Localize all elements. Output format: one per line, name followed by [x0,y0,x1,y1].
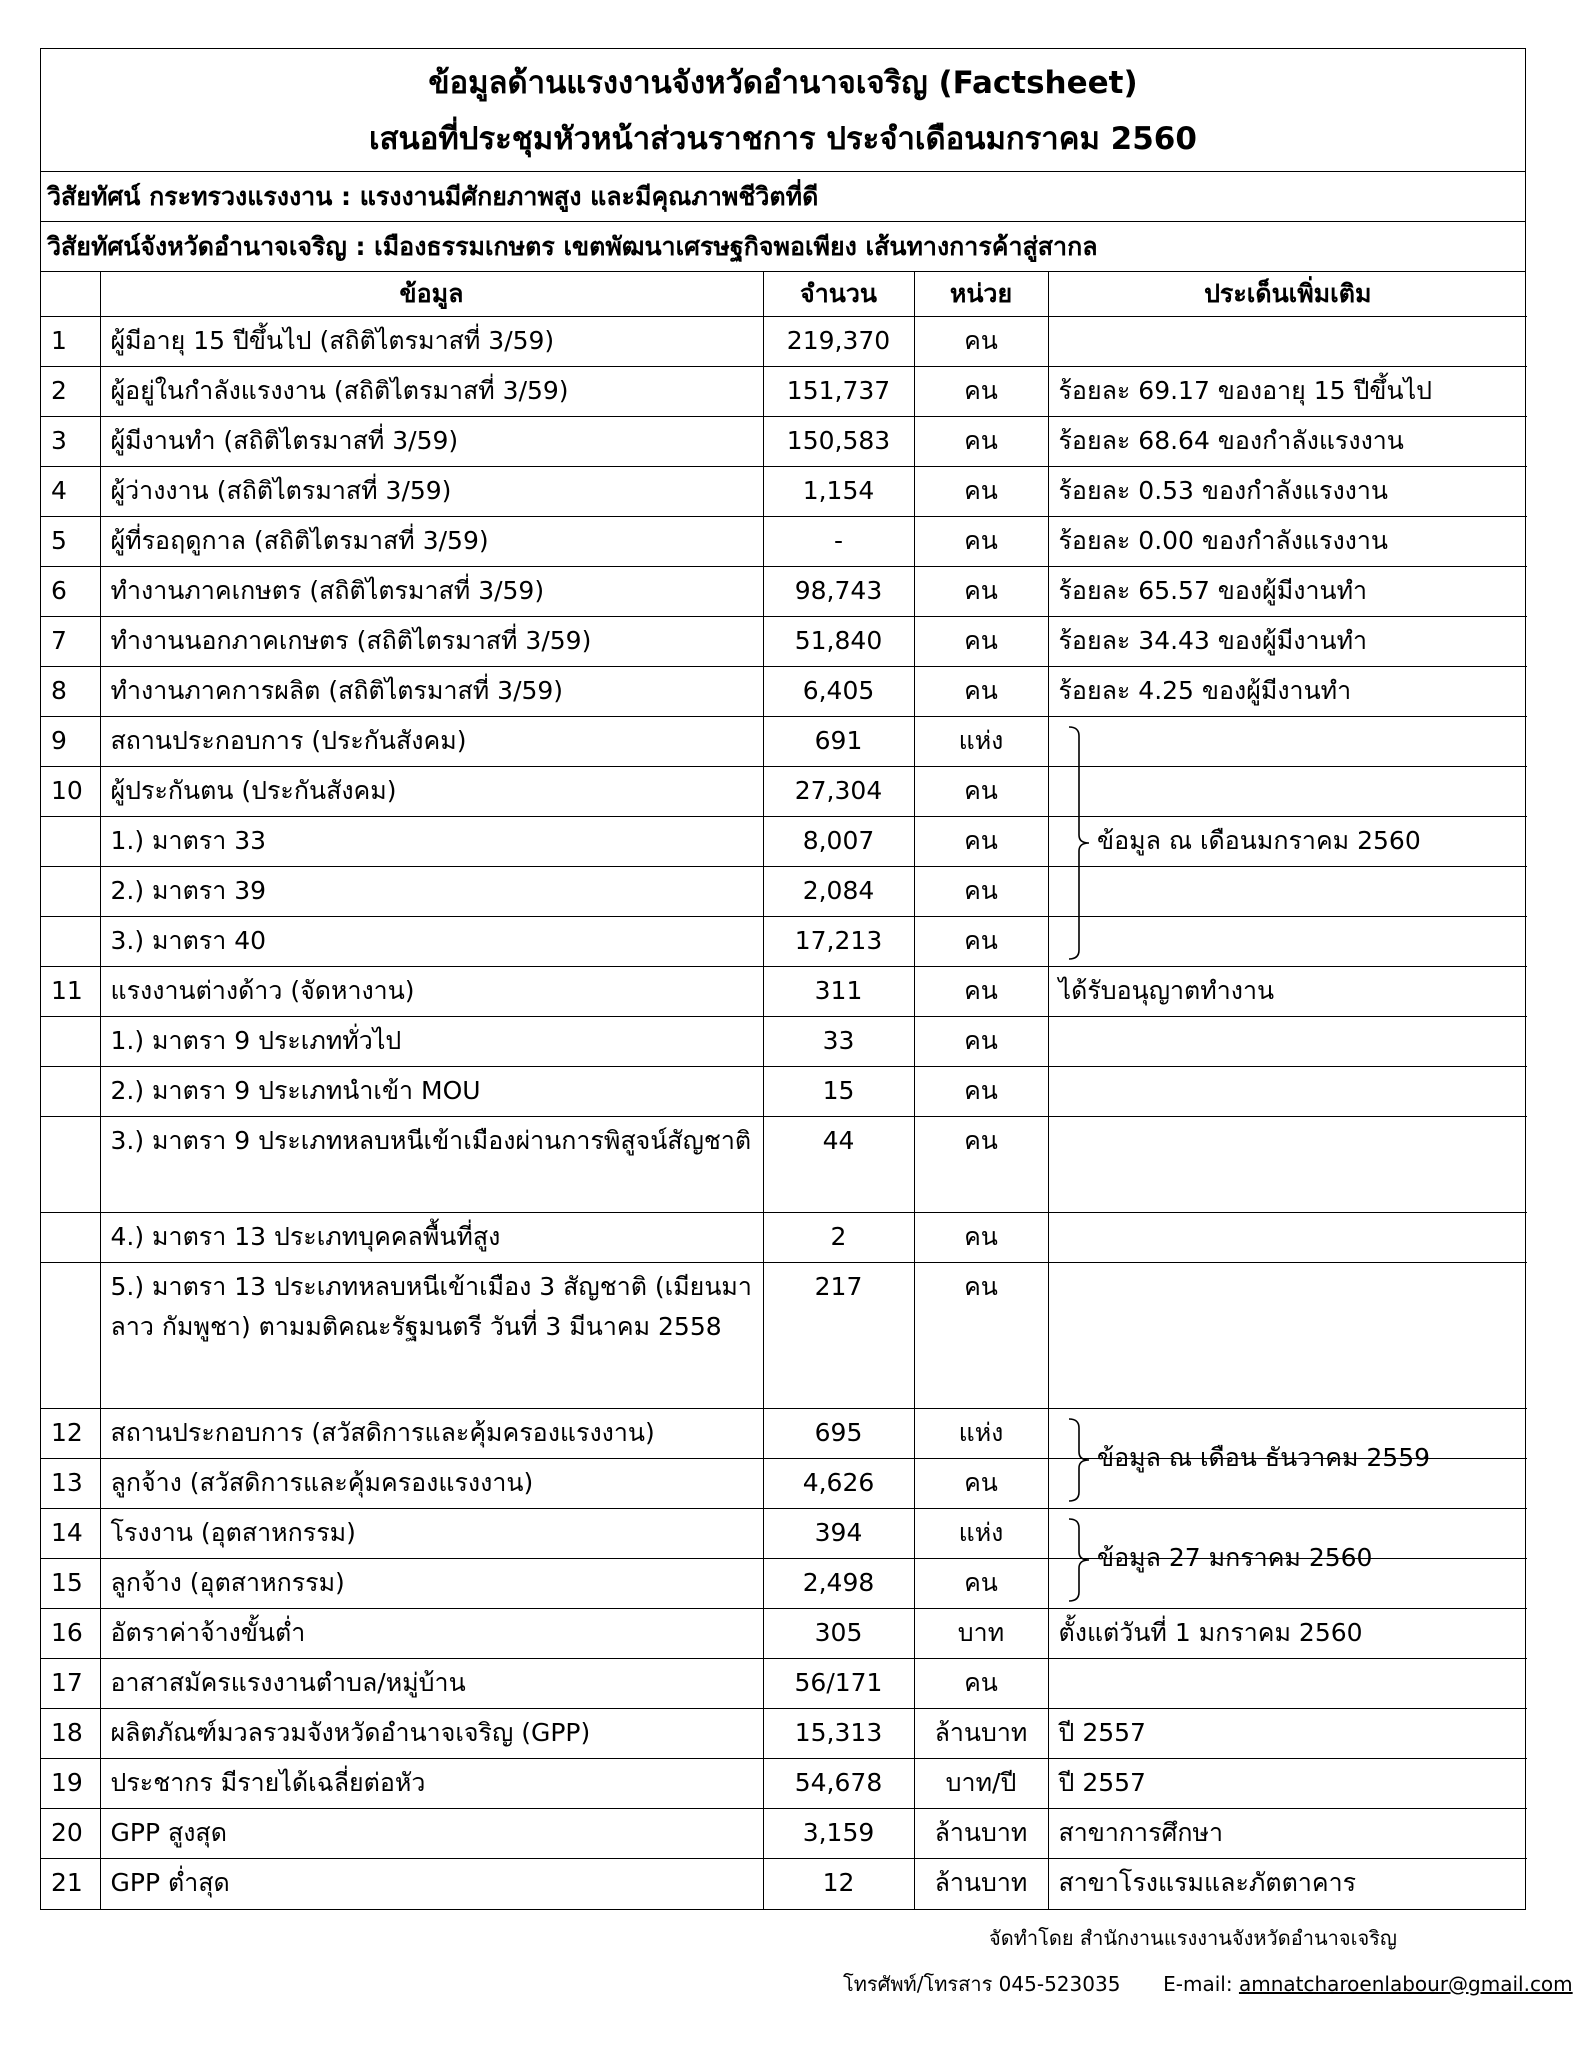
row-unit: แห่ง [914,1509,1048,1559]
row-unit: คน [914,1067,1048,1117]
row-item: อาสาสมัครแรงงานตำบล/หมู่บ้าน [100,1659,763,1709]
row-note [1048,1017,1527,1067]
group-note-welfare: ข้อมูล ณ เดือน ธันวาคม 2559 [1097,1442,1431,1472]
row-note: ได้รับอนุญาตทำงาน [1048,967,1527,1017]
row-unit: ล้านบาท [914,1859,1048,1909]
row-amount: 151,737 [763,367,914,417]
row-note [1048,767,1527,817]
row-note [1048,867,1527,917]
row-number: 11 [41,967,100,1017]
header-item: ข้อมูล [100,272,763,317]
row-amount: 8,007 [763,817,914,867]
row-number: 4 [41,467,100,517]
row-amount: 15 [763,1067,914,1117]
row-item: ประชากร มีรายได้เฉลี่ยต่อหัว [100,1759,763,1809]
row-amount: 2 [763,1213,914,1263]
row-unit: แห่ง [914,1409,1048,1459]
row-note [1048,1117,1527,1213]
row-amount: 98,743 [763,567,914,617]
phone-fax: โทรศัพท์/โทรสาร 045-523035 [843,1972,1121,1996]
row-unit: คน [914,317,1048,367]
row-amount: 2,084 [763,867,914,917]
table-row [41,1609,1527,1659]
row-number: 3 [41,417,100,467]
row-number: 1 [41,317,100,367]
row-item: 2.) มาตรา 9 ประเภทนำเข้า MOU [100,1067,763,1117]
vision-ministry: วิสัยทัศน์ กระทรวงแรงงาน : แรงงานมีศักยภาพสูง และมีคุณภาพชีวิตที่ดี [41,172,1525,222]
row-number [41,817,100,867]
table-row [41,417,1527,467]
row-number: 17 [41,1659,100,1709]
row-number: 2 [41,367,100,417]
row-unit: คน [914,467,1048,517]
row-amount: - [763,517,914,567]
row-item: GPP สูงสุด [100,1809,763,1859]
group-note-social-security: ข้อมูล ณ เดือนมกราคม 2560 [1097,825,1421,855]
row-amount: 27,304 [763,767,914,817]
row-amount: 219,370 [763,317,914,367]
table-row [41,767,1527,817]
row-amount: 217 [763,1263,914,1409]
table-row [41,567,1527,617]
table-row [41,617,1527,667]
row-item: ทำงานภาคเกษตร (สถิติไตรมาสที่ 3/59) [100,567,763,617]
row-unit: คน [914,1459,1048,1509]
row-note: ร้อยละ 0.00 ของกำลังแรงงาน [1048,517,1527,567]
row-amount: 6,405 [763,667,914,717]
row-item: ผู้ที่รอฤดูกาล (สถิติไตรมาสที่ 3/59) [100,517,763,567]
group-brace [1067,1418,1097,1502]
row-note: ร้อยละ 4.25 ของผู้มีงานทำ [1048,667,1527,717]
email-label: E-mail: [1163,1972,1233,1996]
row-note: สาขาการศึกษา [1048,1809,1527,1859]
row-amount: 3,159 [763,1809,914,1859]
row-amount: 33 [763,1017,914,1067]
contact-line [843,1968,1573,2000]
row-item: GPP ต่ำสุด [100,1859,763,1909]
table-row [41,317,1527,367]
row-item: 5.) มาตรา 13 ประเภทหลบหนีเข้าเมือง 3 สัญชาติ (เมียนมา ลาว กัมพูชา) ตามมติคณะรัฐมนตรี วันที่ 3 มีนาคม 2558 [100,1263,763,1409]
row-amount: 56/171 [763,1659,914,1709]
row-note: ปี 2557 [1048,1709,1527,1759]
row-item: 1.) มาตรา 9 ประเภททั่วไป [100,1017,763,1067]
row-item: ผู้มีงานทำ (สถิติไตรมาสที่ 3/59) [100,417,763,467]
row-unit: แห่ง [914,717,1048,767]
row-amount: 17,213 [763,917,914,967]
row-number: 18 [41,1709,100,1759]
row-item: ผู้มีอายุ 15 ปีขึ้นไป (สถิติไตรมาสที่ 3/59) [100,317,763,367]
row-unit: ล้านบาท [914,1809,1048,1859]
row-note [1048,917,1527,967]
row-amount: 12 [763,1859,914,1909]
row-number: 12 [41,1409,100,1459]
group-brace [1067,726,1097,960]
row-unit: คน [914,417,1048,467]
factsheet [40,48,1526,1910]
table-row [41,717,1527,767]
row-amount: 51,840 [763,617,914,667]
row-unit: คน [914,617,1048,667]
row-amount: 150,583 [763,417,914,467]
row-unit: คน [914,1263,1048,1409]
row-number: 5 [41,517,100,567]
table-row [41,1709,1527,1759]
row-unit: คน [914,517,1048,567]
table-row [41,517,1527,567]
row-amount: 2,498 [763,1559,914,1609]
row-note [1048,717,1527,767]
row-unit: คน [914,1659,1048,1709]
header-amount: จำนวน [763,272,914,317]
row-number: 13 [41,1459,100,1509]
row-amount: 4,626 [763,1459,914,1509]
row-item: ผลิตภัณฑ์มวลรวมจังหวัดอำนาจเจริญ (GPP) [100,1709,763,1759]
header-note: ประเด็นเพิ่มเติม [1048,272,1527,317]
row-number: 7 [41,617,100,667]
row-note: ร้อยละ 0.53 ของกำลังแรงงาน [1048,467,1527,517]
table-row [41,1659,1527,1709]
row-item: ผู้ว่างงาน (สถิติไตรมาสที่ 3/59) [100,467,763,517]
row-number: 21 [41,1859,100,1909]
row-number [41,867,100,917]
row-unit: บาท [914,1609,1048,1659]
group-brace [1067,1518,1097,1602]
row-unit: คน [914,1559,1048,1609]
title-line-2: เสนอที่ประชุมหัวหน้าส่วนราชการ ประจำเดือนมกราคม 2560 [369,121,1197,157]
header-no [41,272,100,317]
row-note: ปี 2557 [1048,1759,1527,1809]
row-amount: 15,313 [763,1709,914,1759]
table-row [41,467,1527,517]
table-row [41,1859,1527,1909]
row-unit: คน [914,1017,1048,1067]
table-row [41,967,1527,1017]
row-unit: คน [914,767,1048,817]
row-item: ลูกจ้าง (สวัสดิการและคุ้มครองแรงงาน) [100,1459,763,1509]
row-amount: 305 [763,1609,914,1659]
document-title [41,49,1525,172]
row-amount: 695 [763,1409,914,1459]
row-item: ทำงานนอกภาคเกษตร (สถิติไตรมาสที่ 3/59) [100,617,763,667]
row-note: ร้อยละ 69.17 ของอายุ 15 ปีขึ้นไป [1048,367,1527,417]
row-number: 15 [41,1559,100,1609]
data-table [41,272,1527,1909]
table-row [41,667,1527,717]
row-unit: คน [914,917,1048,967]
row-unit: คน [914,1117,1048,1213]
table-row [41,1117,1527,1213]
table-row [41,867,1527,917]
row-number [41,917,100,967]
row-item: 4.) มาตรา 13 ประเภทบุคคลพื้นที่สูง [100,1213,763,1263]
row-number: 16 [41,1609,100,1659]
row-number: 9 [41,717,100,767]
row-number: 20 [41,1809,100,1859]
row-item: ทำงานภาคการผลิต (สถิติไตรมาสที่ 3/59) [100,667,763,717]
row-amount: 394 [763,1509,914,1559]
table-row [41,1809,1527,1859]
table-row [41,1067,1527,1117]
row-amount: 44 [763,1117,914,1213]
header-unit: หน่วย [914,272,1048,317]
row-unit: คน [914,667,1048,717]
row-item: 3.) มาตรา 40 [100,917,763,967]
row-item: ลูกจ้าง (อุตสาหกรรม) [100,1559,763,1609]
row-number: 10 [41,767,100,817]
row-note [1048,1067,1527,1117]
table-row [41,1759,1527,1809]
row-amount: 691 [763,717,914,767]
table-row [41,1263,1527,1409]
row-item: สถานประกอบการ (ประกันสังคม) [100,717,763,767]
row-unit: คน [914,867,1048,917]
email-link[interactable]: amnatcharoenlabour@gmail.com [1238,1972,1573,1996]
row-number [41,1263,100,1409]
row-number: 8 [41,667,100,717]
table-row [41,1213,1527,1263]
row-note [1048,1263,1527,1409]
row-amount: 1,154 [763,467,914,517]
row-item: 3.) มาตรา 9 ประเภทหลบหนีเข้าเมืองผ่านการพิสูจน์สัญชาติ [100,1117,763,1213]
prepared-by: จัดทำโดย สำนักงานแรงงานจังหวัดอำนาจเจริญ [989,1926,1397,1950]
row-unit: คน [914,367,1048,417]
row-item: ผู้ประกันตน (ประกันสังคม) [100,767,763,817]
row-note: ร้อยละ 68.64 ของกำลังแรงงาน [1048,417,1527,467]
row-item: สถานประกอบการ (สวัสดิการและคุ้มครองแรงงาน) [100,1409,763,1459]
row-unit: คน [914,567,1048,617]
table-row [41,1017,1527,1067]
row-item: แรงงานต่างด้าว (จัดหางาน) [100,967,763,1017]
row-unit: ล้านบาท [914,1709,1048,1759]
row-item: 2.) มาตรา 39 [100,867,763,917]
row-unit: คน [914,817,1048,867]
row-note: ตั้งแต่วันที่ 1 มกราคม 2560 [1048,1609,1527,1659]
row-item: อัตราค่าจ้างขั้นต่ำ [100,1609,763,1659]
row-number [41,1067,100,1117]
row-note: ร้อยละ 34.43 ของผู้มีงานทำ [1048,617,1527,667]
row-item: 1.) มาตรา 33 [100,817,763,867]
row-note: ร้อยละ 65.57 ของผู้มีงานทำ [1048,567,1527,617]
row-unit: คน [914,967,1048,1017]
row-amount: 311 [763,967,914,1017]
row-number [41,1017,100,1067]
row-number [41,1117,100,1213]
row-number: 6 [41,567,100,617]
row-note [1048,1213,1527,1263]
row-note: สาขาโรงแรมและภัตตาคาร [1048,1859,1527,1909]
row-unit: บาท/ปี [914,1759,1048,1809]
row-amount: 54,678 [763,1759,914,1809]
row-note [1048,1659,1527,1709]
row-item: ผู้อยู่ในกำลังแรงงาน (สถิติไตรมาสที่ 3/59) [100,367,763,417]
row-item: โรงงาน (อุตสาหกรรม) [100,1509,763,1559]
row-unit: คน [914,1213,1048,1263]
row-note [1048,317,1527,367]
table-row [41,367,1527,417]
vision-province: วิสัยทัศน์จังหวัดอำนาจเจริญ : เมืองธรรมเกษตร เขตพัฒนาเศรษฐกิจพอเพียง เส้นทางการค้าสู่สากล [41,222,1525,272]
title-line-1: ข้อมูลด้านแรงงานจังหวัดอำนาจเจริญ (Factsheet) [428,65,1138,101]
group-note-industry: ข้อมูล 27 มกราคม 2560 [1097,1542,1373,1572]
row-number: 19 [41,1759,100,1809]
row-number: 14 [41,1509,100,1559]
table-row [41,917,1527,967]
row-number [41,1213,100,1263]
